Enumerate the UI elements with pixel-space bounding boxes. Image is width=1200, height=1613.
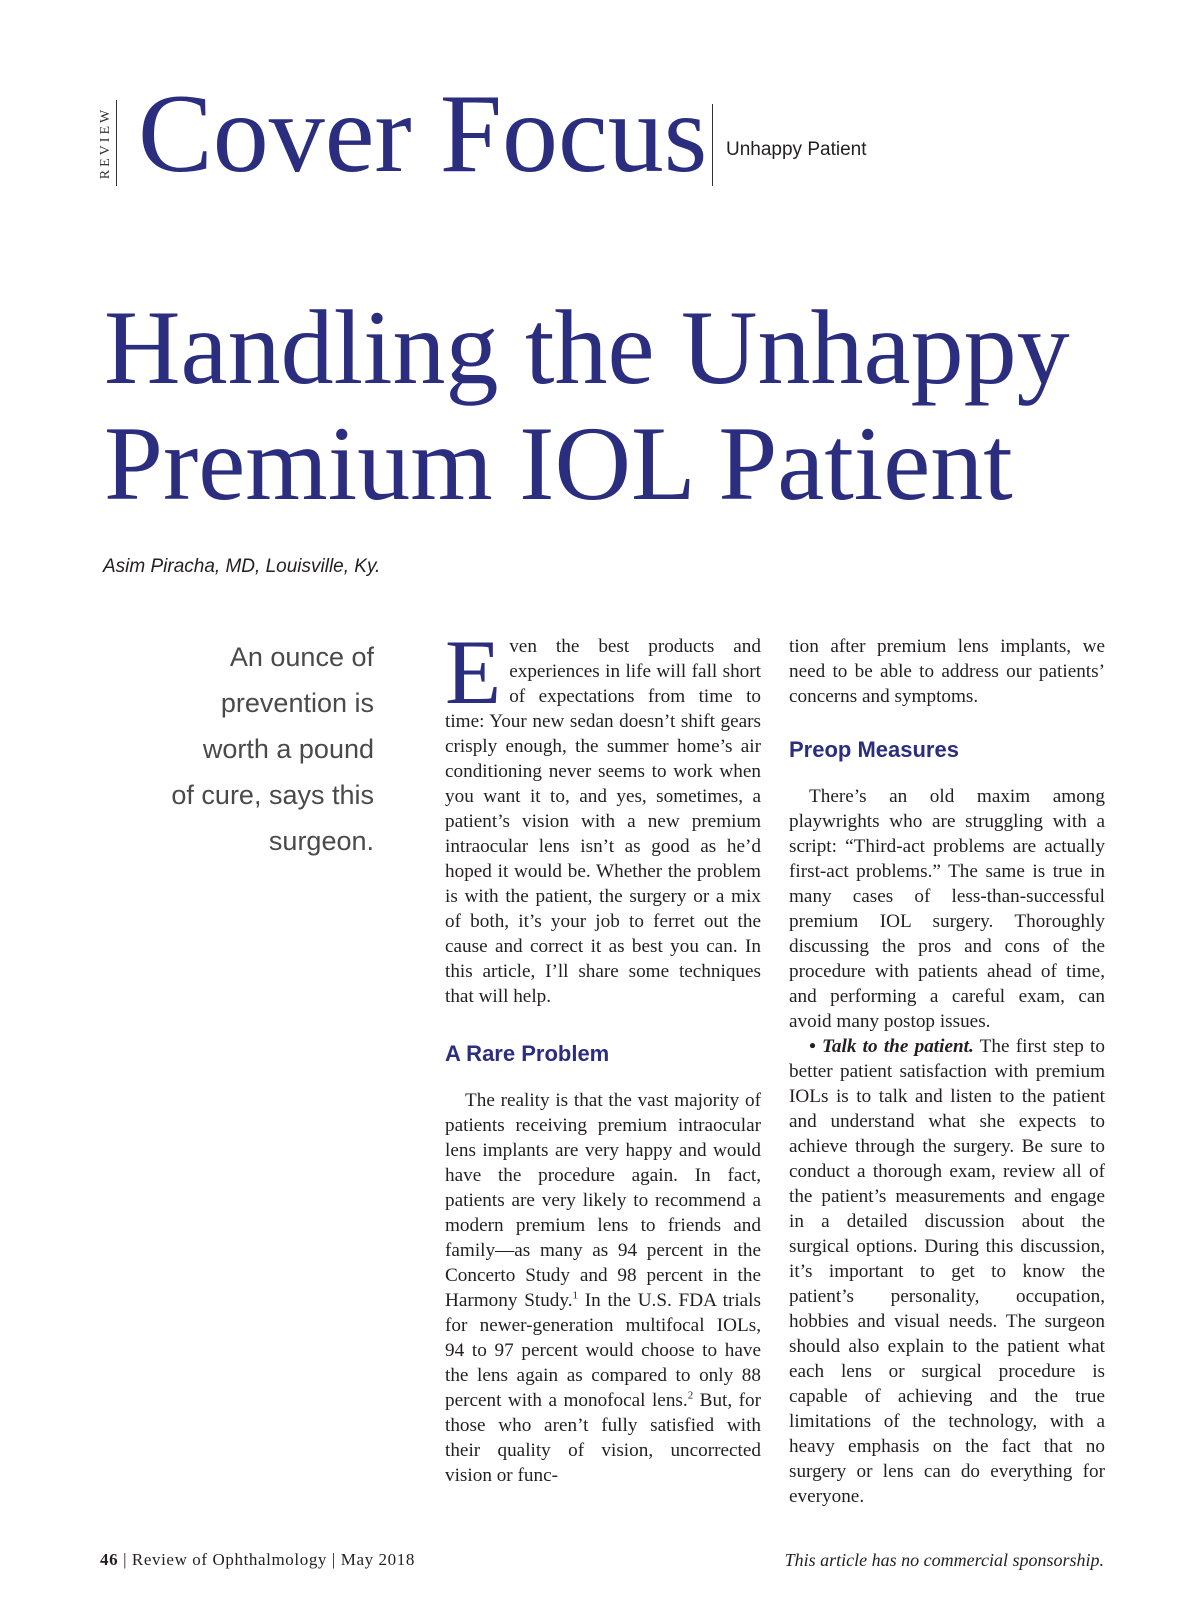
magazine-vertical-label <box>96 100 117 186</box>
reference-1: 1 <box>572 1289 579 1302</box>
publication-info: | Review of Ophthalmology | May 2018 <box>123 1550 415 1569</box>
section-heading-rare-problem: A Rare Problem <box>445 1041 610 1066</box>
section-heading-preop-measures: Preop Measures <box>789 737 959 762</box>
deck-line: prevention is <box>220 688 374 718</box>
drop-cap: E <box>445 621 502 723</box>
paragraph-text: In the U.S. FDA trials for newer-generation multifocal IOLs, 94 to 97 percent would choose to have the lens again as compared to only 88 percent with a monofocal lens. <box>445 1290 761 1411</box>
deck-line: surgeon. <box>268 826 374 856</box>
headline-line-1: Handling the Unhappy <box>104 289 1070 406</box>
deck-pull-quote <box>150 634 374 864</box>
body-column-1 <box>445 621 761 1488</box>
deck-line: worth a pound <box>202 734 374 764</box>
rare-problem-paragraph <box>445 1088 761 1488</box>
bullet-lead-in: • Talk to the patient. <box>809 1036 974 1057</box>
byline: Asim Piracha, MD, Louisville, Ky. <box>103 556 381 577</box>
intro-paragraph <box>445 621 761 1009</box>
section-tag: Unhappy Patient <box>726 139 867 160</box>
reference-2: 2 <box>687 1389 694 1402</box>
deck-line: of cure, says this <box>171 780 374 810</box>
talk-to-patient-paragraph <box>789 1034 1105 1509</box>
continuation-paragraph: tion after premium lens implants, we need to be able to address our patients’ concerns and symptoms. <box>789 636 1105 707</box>
section-title: Cover Focus <box>138 72 708 196</box>
magazine-vertical-text: REVIEW <box>98 106 113 180</box>
paragraph-text: The first step to better patient satisfaction with premium IOLs is to talk and listen to the patient and understand what she expects to achieve through the surgery. Be sure to conduct a thorough exam, review all of the patient’s measurements and engage in a detailed discussion about the surgical options. During this discussion, it’s important to get to know the patient’s personality, occupation, hobbies and visual needs. The surgeon should also explain to the patient what each lens or surgical procedure is capable of achieving and the true limitations of the technology, with a heavy emphasis on the fact that no surgery or lens can do everything for everyone. <box>789 1036 1105 1507</box>
page-number: 46 <box>100 1550 119 1569</box>
preop-paragraph: There’s an old maxim among playwrights who are struggling with a script: “Third-act problems are actually first-act problems.” The same is true in many cases of less-than-successful premium IOL surgery. Thoroughly discussing the pros and cons of the procedure with patients ahead of time, and performing a careful exam, can avoid many postop issues. <box>789 786 1105 1032</box>
footer-folio <box>100 1550 415 1570</box>
body-column-2 <box>789 634 1105 1509</box>
paragraph-text: The reality is that the vast majority of patients receiving premium intraocular lens implants are very happy and would have the procedure again. In fact, patients are very likely to recommend a modern premium lens to friends and family—as many as 94 percent in the Concerto Study and 98 percent in the Harmony Study. <box>445 1090 761 1311</box>
deck-line: An ounce of <box>229 642 374 672</box>
intro-text: ven the best products and experiences in life will fall short of expectations from time to time: Your new sedan doesn’t shift gears crisply enough, the summer home’s air conditioning never seems to work when you want it to, and yes, sometimes, a patient’s vision with a new premium intraocular lens isn’t as good as he’d hoped it would be. Whether the problem is with the patient, the surgery or a mix of both, it’s your job to ferret out the cause and correct it as best you can. In this article, I’ll share some techniques that will help. <box>445 636 761 1007</box>
sponsorship-note: This article has no commercial sponsorship. <box>784 1550 1104 1570</box>
article-headline <box>104 290 1164 522</box>
section-divider <box>712 104 713 186</box>
headline-line-2: Premium IOL Patient <box>104 405 1013 522</box>
paragraph-text: But, for those who aren’t fully satisfied with their quality of vision, uncorrected vision or func- <box>445 1390 761 1486</box>
